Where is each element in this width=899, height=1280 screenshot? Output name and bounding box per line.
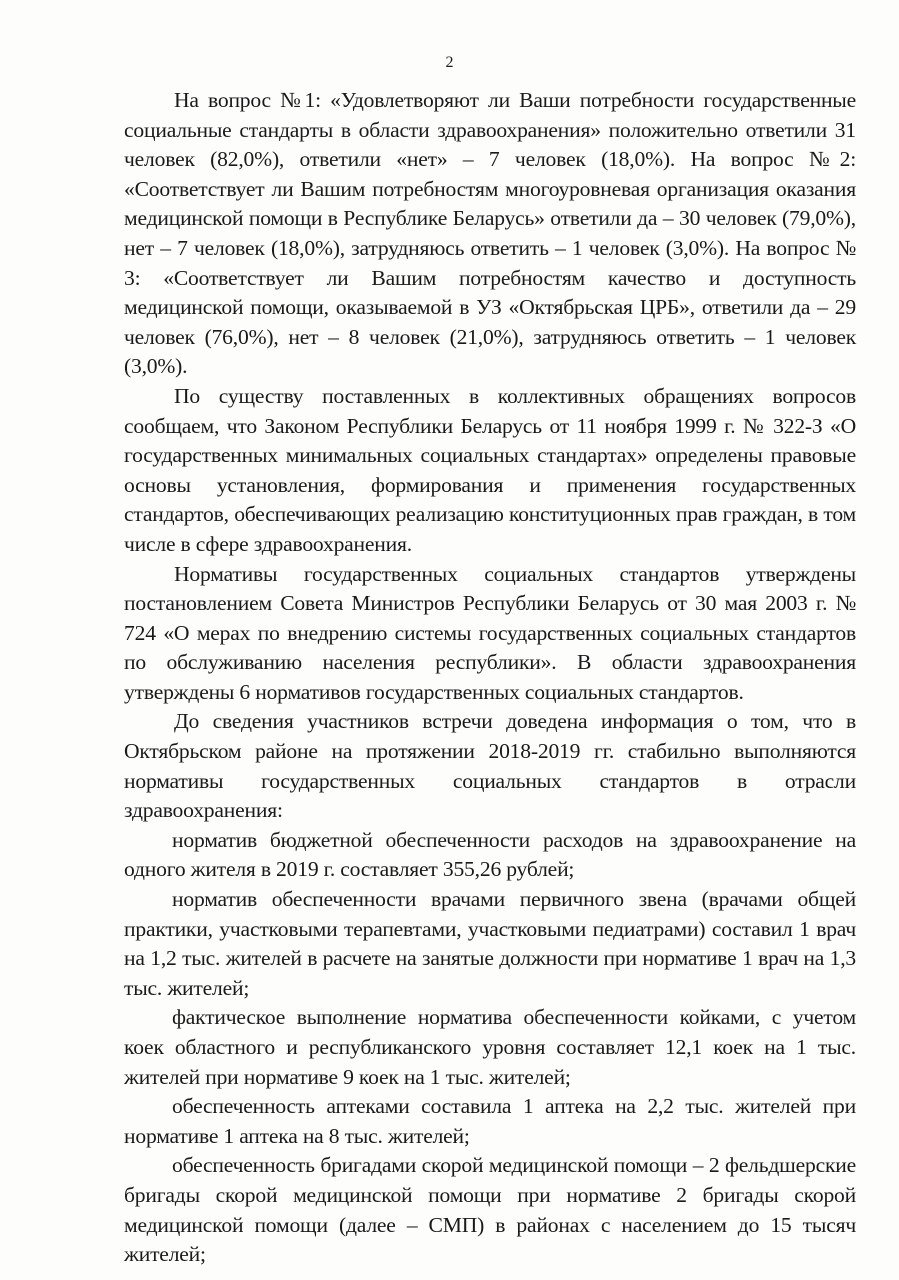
list-item-doctors: норматив обеспеченности врачами первичного звена (врачами общей практики, участковыми терапевтами, участковыми педиатрами) составил 1 врач на 1,2 тыс. жителей в расчете на занятые должности при нормативе 1 врач на 1,3 тыс. жителей; (124, 887, 856, 1000)
page-number: 2 (445, 54, 454, 71)
list-item-pharmacies: обеспеченность аптеками составила 1 аптека на 2,2 тыс. жителей при нормативе 1 аптека на 8 тыс. жителей; (124, 1094, 856, 1148)
document-body (124, 86, 856, 1270)
paragraph-resolution: Нормативы государственных социальных стандартов утверждены постановлением Совета Министров Республики Беларусь от 30 мая 2003 г. № 724 «О мерах по внедрению системы государственных социальных стандартов по обслуживанию населения республики». В области здравоохранения утверждены 6 нормативов государственных социальных стандартов. (124, 561, 856, 704)
paragraph-law: По существу поставленных в коллективных обращениях вопросов сообщаем, что Законом Республики Беларусь от 11 ноября 1999 г. № 322-З «О государственных минимальных социальных стандартах» определены правовые основы установления, формирования и применения государственных стандартов, обеспечивающих реализацию конституционных прав граждан, в том числе в сфере здравоохранения. (124, 383, 856, 556)
paragraph-survey-results: На вопрос №1: «Удовлетворяют ли Ваши потребности государственные социальные стандарты в области здравоохранения» положительно ответили 31 человек (82,0%), ответили «нет» – 7 человек (18,0%). На вопрос №2: «Соответствует ли Вашим потребностям многоуровневая организация оказания медицинской помощи в Республике Беларусь» ответили да – 30 человек (79,0%), нет – 7 человек (18,0%), затрудняюсь ответить – 1 человек (3,0%). На вопрос № 3: «Соответствует ли Вашим потребностям качество и доступность медицинской помощи, оказываемой в УЗ «Октябрьская ЦРБ», ответили да – 29 человек (76,0%), нет – 8 человек (21,0%), затрудняюсь ответить – 1 человек (3,0%). (124, 88, 856, 379)
paragraph-info: До сведения участников встречи доведена информация о том, что в Октябрьском районе на протяжении 2018-2019 гг. стабильно выполняются нормативы государственных социальных стандартов в отрасли здравоохранения: (124, 709, 856, 823)
list-item-budget: норматив бюджетной обеспеченности расходов на здравоохранение на одного жителя в 2019 г. составляет 355,26 рублей; (124, 827, 856, 882)
list-item-ambulance: обеспеченность бригадами скорой медицинской помощи – 2 фельдшерские бригады скорой медицинской помощи при нормативе 2 бригады скорой медицинской помощи (далее – СМП) в районах с населением до 15 тысяч жителей; (124, 1153, 856, 1267)
list-item-beds: фактическое выполнение норматива обеспеченности койками, с учетом коек областного и республиканского уровня составляет 12,1 коек на 1 тыс. жителей при нормативе 9 коек на 1 тыс. жителей; (124, 1005, 856, 1089)
